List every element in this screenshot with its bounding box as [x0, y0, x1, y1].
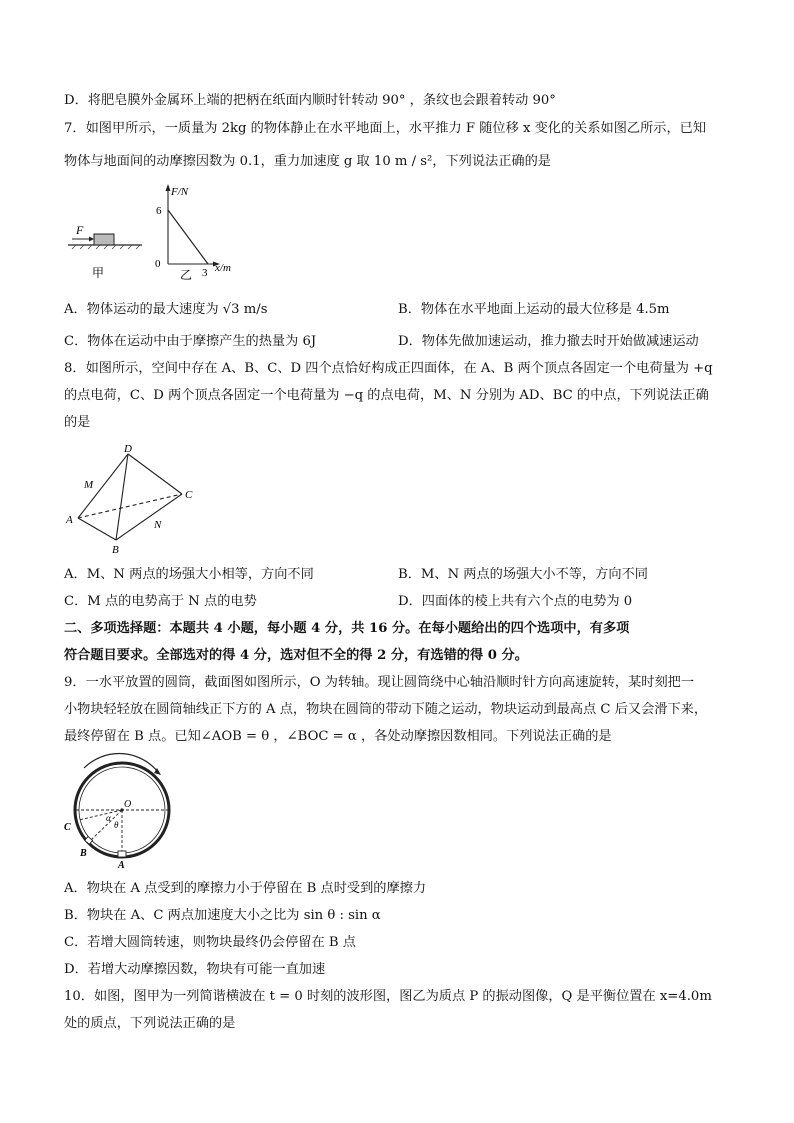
q8-midpoint-m: M — [84, 479, 94, 491]
q9-block-a — [118, 851, 126, 857]
q7-option-b: B．物体在水平地面上运动的最大位移是 4.5m — [398, 302, 670, 317]
q9-stem-line3: 最终停留在 B 点。已知∠AOB = θ ，∠BOC = α ，各处动摩擦因数相同。下列说法正确的是 — [64, 729, 612, 744]
q8-tetrahedron-figure — [64, 440, 204, 560]
q7-caption-yi: 乙 — [180, 268, 193, 282]
q7-x-axis-label: x/m — [215, 262, 231, 274]
q7-option-d: D．物体先做加速运动，推力撤去时开始做减速运动 — [398, 334, 699, 349]
q8-vertex-a: A — [66, 514, 73, 526]
q7-option-a: A．物体运动的最大速度为 √3 m/s — [64, 302, 268, 317]
q9-option-b: B．物块在 A、C 两点加速度大小之比为 sin θ : sin α — [64, 908, 381, 923]
q8-stem-line3: 的是 — [64, 415, 91, 430]
q8-vertex-b: B — [112, 544, 119, 556]
q7-fig-jia — [68, 223, 142, 280]
q8-midpoint-n: N — [154, 519, 162, 531]
q8-stem-line1: 8．如图所示，空间中存在 A、B、C、D 四个点恰好构成正四面体，在 A、B 两个顶点各固定一个电荷量为 +q — [64, 361, 713, 376]
q9-stem-line2: 小物块轻轻放在圆筒轴线正下方的 A 点，物块在圆筒的带动下随之运动，物块运动到最高点 C 后又会滑下来， — [64, 702, 708, 717]
q9-label-b: B — [80, 848, 87, 859]
q9-option-d: D．若增大动摩擦因数，物块有可能一直加速 — [64, 962, 326, 977]
q7-fig-yi — [155, 184, 231, 282]
q7-option-c: C．物体在运动中由于摩擦产生的热量为 6J — [64, 334, 317, 349]
q9-label-a: A — [118, 860, 125, 871]
q9-label-c: C — [64, 822, 71, 833]
q10-stem-line1: 10．如图，图甲为一列简谐横波在 t = 0 时刻的波形图，图乙为质点 P 的振动图像，Q 是平衡位置在 x=4.0m — [64, 989, 712, 1004]
q9-block-b — [85, 837, 93, 845]
section2-heading-line2: 符合题目要求。全部选对的得 4 分，选对但不全的得 2 分，有选错的得 0 分。 — [64, 648, 528, 663]
q7-y-axis-label: F/N — [171, 186, 189, 198]
q8-stem-line2: 的点电荷，C、D 两个顶点各固定一个电荷量为 −q 的点电荷，M、N 分别为 AD、BC 的中点，下列说法正确 — [64, 388, 709, 403]
q9-label-o: O — [124, 799, 132, 810]
q7-block — [94, 234, 114, 245]
q8-vertex-c: C — [185, 489, 193, 501]
q9-option-a: A．物块在 A 点受到的摩擦力小于停留在 B 点时受到的摩擦力 — [64, 881, 427, 896]
q7-y-tick-6: 6 — [156, 205, 162, 217]
q7-stem-line2: 物体与地面间的动摩擦因数为 0.1，重力加速度 g 取 10 m / s²，下列说法正确的是 — [64, 154, 551, 169]
q8-option-d: D．四面体的棱上共有六个点的电势为 0 — [398, 594, 633, 609]
q8-option-b: B．M、N 两点的场强大小不等，方向不同 — [398, 567, 648, 582]
q7-figure — [64, 182, 244, 282]
q7-force-label: F — [76, 223, 84, 237]
q7-caption-jia: 甲 — [92, 266, 105, 280]
q7-stem-line1: 7．如图甲所示，一质量为 2kg 的物体静止在水平地面上，水平推力 F 随位移 x 变化的关系如图乙所示，已知 — [64, 121, 707, 136]
q8-option-a: A．M、N 两点的场强大小相等，方向不同 — [64, 567, 314, 582]
q7-x-tick-3: 3 — [202, 267, 208, 279]
q9-stem-line1: 9．一水平放置的圆筒，截面图如图所示，O 为转轴。现让圆筒绕中心轴沿顺时针方向高速旋转，某时刻把一 — [64, 675, 695, 690]
section2-heading-line1: 二、多项选择题：本题共 4 小题，每小题 4 分，共 16 分。在每小题给出的四个选项中，有多项 — [64, 621, 630, 636]
q9-cylinder-figure — [62, 752, 182, 872]
q6-option-d: D．将肥皂膜外金属环上端的把柄在纸面内顺时针转动 90° ，条纹也会跟着转动 90° — [64, 93, 556, 108]
q8-option-c: C．M 点的电势高于 N 点的电势 — [64, 594, 257, 609]
q7-origin: 0 — [155, 258, 161, 270]
q10-stem-line2: 处的质点，下列说法正确的是 — [64, 1016, 236, 1031]
q9-label-alpha: α — [106, 813, 111, 823]
q8-vertex-d: D — [124, 443, 132, 455]
q9-option-c: C．若增大圆筒转速，则物块最终仍会停留在 B 点 — [64, 935, 356, 950]
q9-label-theta: θ — [114, 820, 119, 830]
